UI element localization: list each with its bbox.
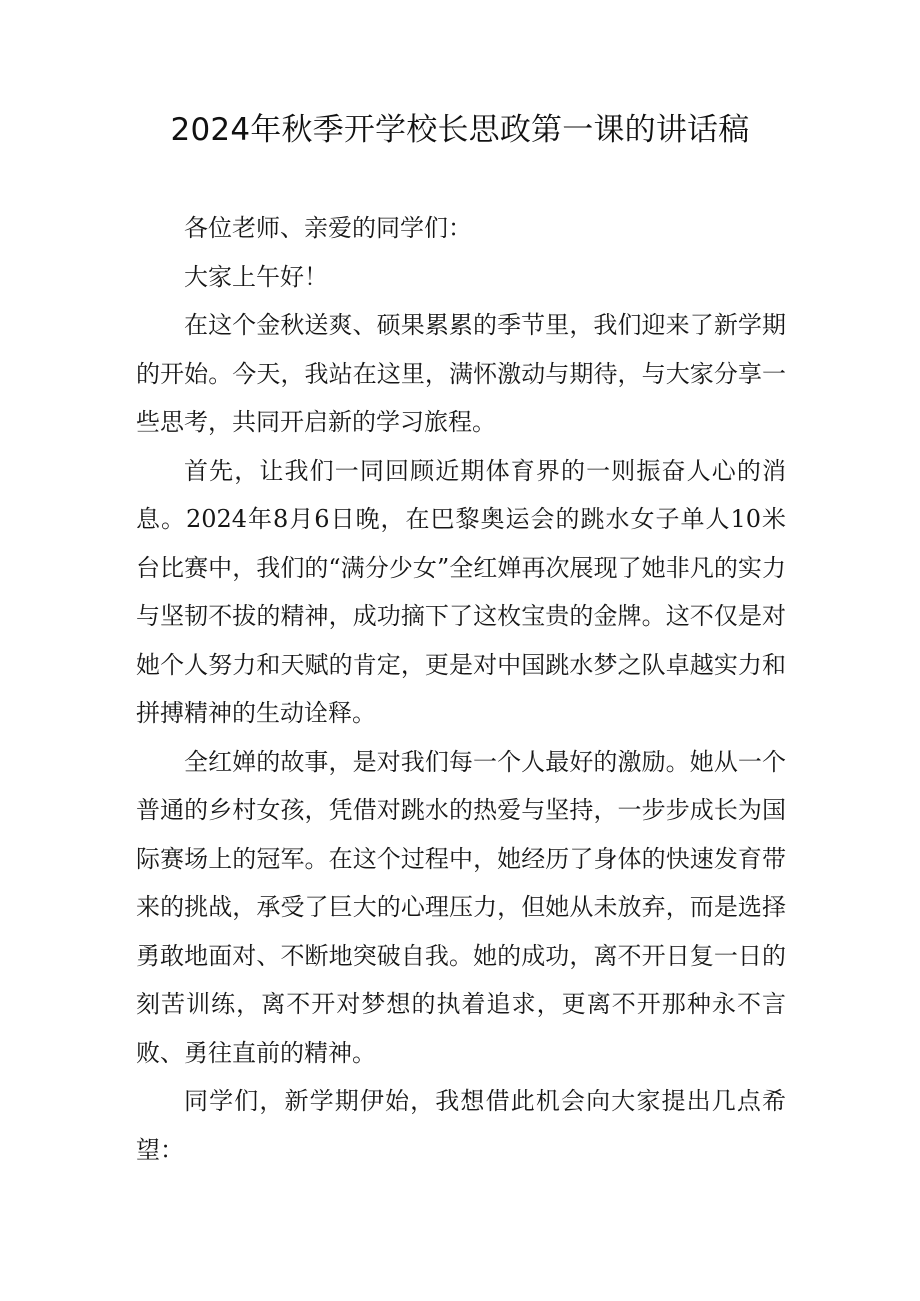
opening-paragraph: 在这个金秋送爽、硕果累累的季节里，我们迎来了新学期的开始。今天，我站在这里，满怀激动与期待，与大家分享一些思考，共同开启新的学习旅程。 xyxy=(136,311,786,436)
page-title: 2024年秋季开学校长思政第一课的讲话稿 xyxy=(170,112,750,148)
story-paragraph: 全红婵的故事，是对我们每一个人最好的激励。她从一个普通的乡村女孩，凭借对跳水的热爱与坚持，一步步成长为国际赛场上的冠军。在这个过程中，她经历了身体的快速发育带来的挑战，承受了巨大的心理压力，但她从未放弃，而是选择勇敢地面对、不断地突破自我。她的成功，离不开日复一日的刻苦训练，离不开对梦想的执着追求，更离不开那种永不言败、勇往直前的精神。 xyxy=(136,747,786,1067)
news-paragraph: 首先，让我们一同回顾近期体育界的一则振奋人心的消息。2024年8月6日晚，在巴黎奥运会的跳水女子单人10米台比赛中，我们的“满分少女”全红婵再次展现了她非凡的实力与坚韧不拔的精神，成功摘下了这枚宝贵的金牌。这不仅是对她个人努力和天赋的肯定，更是对中国跳水梦之队卓越实力和拼搏精神的生动诠释。 xyxy=(136,456,786,727)
salutation-paragraph: 各位老师、亲爱的同学们： xyxy=(184,214,472,242)
wishes-intro-paragraph: 同学们，新学期伊始，我想借此机会向大家提出几点希望： xyxy=(136,1087,786,1164)
document-body xyxy=(136,204,786,1174)
greeting-paragraph: 大家上午好！ xyxy=(184,262,328,291)
